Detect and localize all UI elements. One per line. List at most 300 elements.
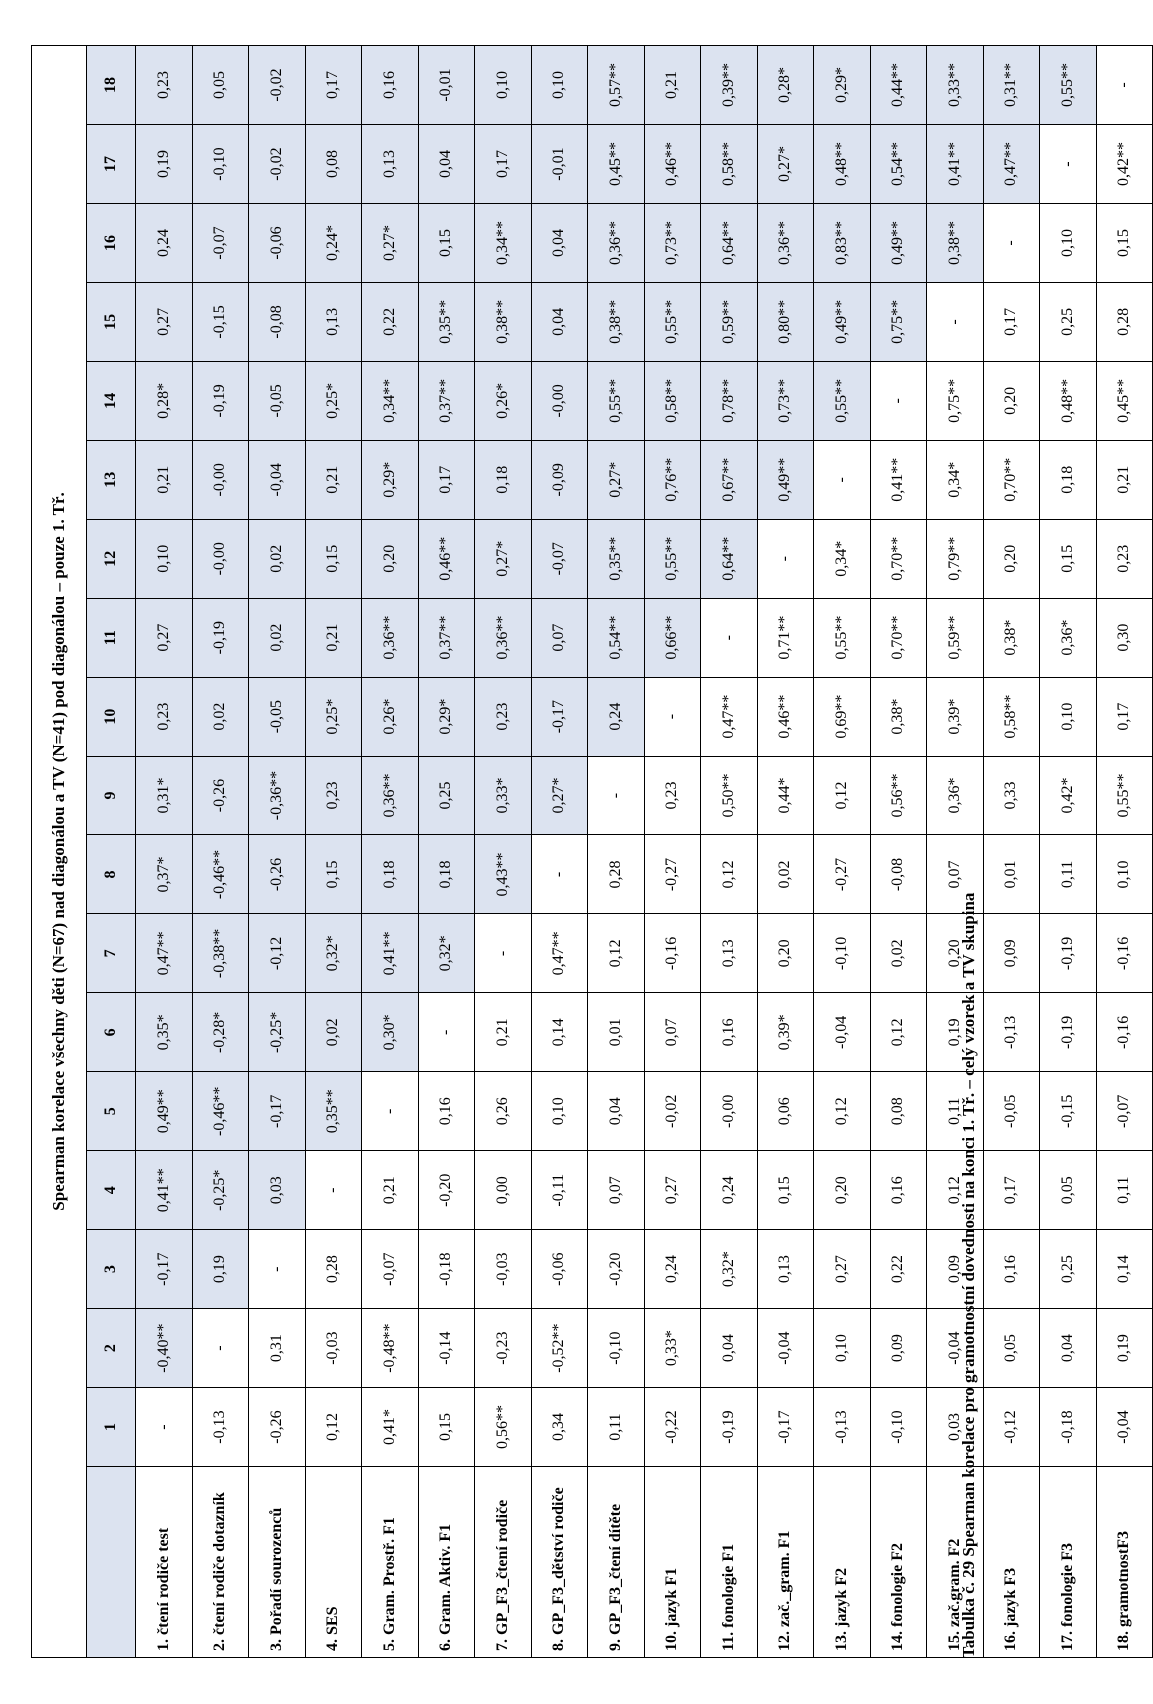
correlation-cell: -0,06 — [531, 1230, 588, 1309]
correlation-cell: 0,47** — [531, 914, 588, 993]
diagonal-cell: - — [1040, 125, 1097, 204]
correlation-cell: -0,10 — [588, 1309, 645, 1388]
correlation-cell: 0,21 — [305, 598, 362, 677]
correlation-cell: 0,24 — [644, 1230, 701, 1309]
correlation-cell: 0,28 — [588, 835, 645, 914]
correlation-cell: 0,11 — [1040, 835, 1097, 914]
correlation-cell: -0,19 — [1040, 914, 1097, 993]
correlation-cell: 0,70** — [983, 440, 1040, 519]
correlation-cell: 0,12 — [870, 993, 927, 1072]
correlation-cell: 0,11 — [1096, 1151, 1153, 1230]
correlation-cell: 0,64** — [701, 204, 758, 283]
correlation-cell: 0,36** — [588, 204, 645, 283]
column-header: 9 — [87, 756, 136, 835]
correlation-cell: 0,25 — [1040, 1230, 1097, 1309]
column-header: 12 — [87, 519, 136, 598]
column-header: 16 — [87, 204, 136, 283]
correlation-cell: -0,19 — [1040, 993, 1097, 1072]
correlation-cell: 0,34 — [531, 1388, 588, 1467]
diagonal-cell: - — [814, 440, 871, 519]
correlation-cell: 0,44* — [757, 756, 814, 835]
correlation-cell: 0,38** — [927, 204, 984, 283]
column-header: 4 — [87, 1151, 136, 1230]
correlation-cell: 0,17 — [983, 282, 1040, 361]
correlation-cell: 0,10 — [1040, 204, 1097, 283]
correlation-cell: 0,55** — [814, 598, 871, 677]
correlation-cell: 0,56** — [870, 756, 927, 835]
correlation-cell: 0,38* — [870, 677, 927, 756]
correlation-cell: 0,01 — [983, 835, 1040, 914]
correlation-cell: 0,23 — [305, 756, 362, 835]
document-sheet — [31, 46, 1153, 1658]
correlation-cell: 0,21 — [305, 440, 362, 519]
correlation-cell: 0,76** — [644, 440, 701, 519]
correlation-cell: 0,25 — [418, 756, 475, 835]
correlation-cell: -0,02 — [644, 1072, 701, 1151]
correlation-cell: -0,04 — [757, 1309, 814, 1388]
correlation-cell: 0,46** — [644, 125, 701, 204]
correlation-cell: 0,59** — [927, 598, 984, 677]
row-label: 10. jazyk F1 — [644, 1467, 701, 1658]
correlation-cell: 0,10 — [136, 519, 193, 598]
correlation-cell: 0,41* — [362, 1388, 419, 1467]
correlation-cell: 0,17 — [418, 440, 475, 519]
correlation-cell: 0,08 — [870, 1072, 927, 1151]
table-row — [644, 45, 701, 1657]
correlation-cell: 0,10 — [475, 45, 532, 124]
correlation-cell: 0,19 — [1096, 1309, 1153, 1388]
correlation-cell: -0,19 — [192, 361, 249, 440]
correlation-cell: -0,00 — [192, 440, 249, 519]
correlation-cell: 0,12 — [814, 1072, 871, 1151]
correlation-cell: 0,18 — [1040, 440, 1097, 519]
correlation-cell: 0,48** — [814, 125, 871, 204]
diagonal-cell: - — [757, 519, 814, 598]
diagonal-cell: - — [644, 677, 701, 756]
correlation-cell: 0,27* — [588, 440, 645, 519]
correlation-cell: 0,19 — [136, 125, 193, 204]
correlation-cell: 0,21 — [136, 440, 193, 519]
correlation-cell: 0,10 — [531, 1072, 588, 1151]
correlation-cell: 0,09 — [870, 1309, 927, 1388]
correlation-cell: 0,27* — [531, 756, 588, 835]
correlation-cell: 0,25 — [1040, 282, 1097, 361]
correlation-cell: 0,55** — [588, 361, 645, 440]
correlation-cell: -0,19 — [192, 598, 249, 677]
correlation-cell: -0,01 — [418, 45, 475, 124]
correlation-cell: 0,27* — [475, 519, 532, 598]
correlation-cell: 0,15 — [418, 204, 475, 283]
correlation-cell: 0,13 — [701, 914, 758, 993]
correlation-cell: -0,18 — [1040, 1388, 1097, 1467]
correlation-cell: 0,20 — [814, 1151, 871, 1230]
table-row — [701, 45, 758, 1657]
correlation-cell: 0,44** — [870, 45, 927, 124]
table-row — [136, 45, 193, 1657]
correlation-cell: 0,23 — [136, 45, 193, 124]
correlation-cell: 0,49** — [814, 282, 871, 361]
diagonal-cell: - — [701, 598, 758, 677]
row-label: 12. zač._gram. F1 — [757, 1467, 814, 1658]
correlation-cell: 0,49** — [870, 204, 927, 283]
correlation-cell: -0,11 — [531, 1151, 588, 1230]
table-row — [814, 45, 871, 1657]
correlation-cell: 0,00 — [475, 1151, 532, 1230]
correlation-cell: 0,26* — [475, 361, 532, 440]
table-row — [362, 45, 419, 1657]
column-header: 14 — [87, 361, 136, 440]
correlation-cell: 0,12 — [927, 1151, 984, 1230]
correlation-cell: 0,27* — [362, 204, 419, 283]
correlation-cell: 0,15 — [418, 1388, 475, 1467]
correlation-cell: 0,32* — [305, 914, 362, 993]
correlation-cell: 0,18 — [475, 440, 532, 519]
row-label: 17. fonologie F3 — [1040, 1467, 1097, 1658]
row-label: 5. Gram. Prostř. F1 — [362, 1467, 419, 1658]
table-title: Spearman korelace všechny děti (N=67) nad diagonálou a TV (N=41) pod diagonálou – pouze 1. Tř. — [32, 45, 87, 1657]
row-label: 13. jazyk F2 — [814, 1467, 871, 1658]
correlation-cell: 0,49** — [136, 1072, 193, 1151]
correlation-cell: 0,03 — [249, 1151, 306, 1230]
correlation-cell: -0,00 — [192, 519, 249, 598]
correlation-cell: -0,40** — [136, 1309, 193, 1388]
correlation-cell: 0,36* — [927, 756, 984, 835]
row-label: 15. zač.gram. F2 — [927, 1467, 984, 1658]
diagonal-cell: - — [305, 1151, 362, 1230]
correlation-cell: -0,04 — [1096, 1388, 1153, 1467]
column-header-row — [87, 45, 136, 1657]
correlation-cell: -0,17 — [531, 677, 588, 756]
correlation-cell: 0,67** — [701, 440, 758, 519]
correlation-cell: -0,09 — [531, 440, 588, 519]
correlation-cell: 0,22 — [870, 1230, 927, 1309]
correlation-cell: 0,57** — [588, 45, 645, 124]
correlation-cell: 0,36** — [475, 598, 532, 677]
column-header: 6 — [87, 993, 136, 1072]
correlation-cell: 0,27* — [757, 125, 814, 204]
correlation-cell: -0,19 — [701, 1388, 758, 1467]
correlation-cell: 0,42** — [1096, 125, 1153, 204]
correlation-cell: -0,03 — [475, 1230, 532, 1309]
column-header: 13 — [87, 440, 136, 519]
row-label: 18. gramotnostF3 — [1096, 1467, 1153, 1658]
row-label: 14. fonologie F2 — [870, 1467, 927, 1658]
correlation-cell: 0,29* — [418, 677, 475, 756]
row-label: 7. GP_F3_čtení rodiče — [475, 1467, 532, 1658]
correlation-cell: -0,05 — [983, 1072, 1040, 1151]
correlation-cell: -0,26 — [249, 1388, 306, 1467]
correlation-cell: -0,00 — [701, 1072, 758, 1151]
column-header: 11 — [87, 598, 136, 677]
correlation-cell: 0,25* — [305, 361, 362, 440]
correlation-cell: 0,07 — [644, 993, 701, 1072]
correlation-cell: 0,01 — [588, 993, 645, 1072]
table-caption: Tabulka č. 29 Spearman korelace pro gramotnostní dovednosti na konci 1. Tř. – celý vzorek a TV skupina — [959, 892, 978, 1658]
correlation-cell: 0,17 — [475, 125, 532, 204]
correlation-cell: 0,15 — [757, 1151, 814, 1230]
column-header: 15 — [87, 282, 136, 361]
correlation-cell: 0,75** — [927, 361, 984, 440]
correlation-cell: 0,11 — [588, 1388, 645, 1467]
table-row — [588, 45, 645, 1657]
correlation-cell: 0,75** — [870, 282, 927, 361]
correlation-cell: -0,18 — [418, 1230, 475, 1309]
correlation-cell: 0,28 — [305, 1230, 362, 1309]
correlation-cell: 0,49** — [757, 440, 814, 519]
correlation-cell: -0,12 — [249, 914, 306, 993]
correlation-cell: 0,27 — [644, 1151, 701, 1230]
table-row — [418, 45, 475, 1657]
correlation-cell: 0,46** — [418, 519, 475, 598]
correlation-cell: 0,33* — [644, 1309, 701, 1388]
correlation-cell: 0,04 — [418, 125, 475, 204]
correlation-cell: 0,12 — [588, 914, 645, 993]
correlation-cell: 0,27 — [814, 1230, 871, 1309]
row-label: 1. čtení rodiče test — [136, 1467, 193, 1658]
correlation-cell: 0,20 — [757, 914, 814, 993]
correlation-cell: 0,15 — [305, 519, 362, 598]
table-row — [757, 45, 814, 1657]
diagonal-cell: - — [588, 756, 645, 835]
correlation-cell: 0,55** — [1040, 45, 1097, 124]
correlation-cell: 0,73** — [757, 361, 814, 440]
correlation-cell: -0,05 — [249, 361, 306, 440]
correlation-cell: -0,02 — [249, 125, 306, 204]
correlation-cell: 0,05 — [192, 45, 249, 124]
column-header: 3 — [87, 1230, 136, 1309]
correlation-cell: 0,33** — [927, 45, 984, 124]
diagonal-cell: - — [531, 835, 588, 914]
correlation-cell: 0,17 — [305, 45, 362, 124]
correlation-cell: 0,24 — [136, 204, 193, 283]
column-header: 2 — [87, 1309, 136, 1388]
correlation-cell: 0,79** — [927, 519, 984, 598]
table-row — [305, 45, 362, 1657]
correlation-cell: 0,28* — [136, 361, 193, 440]
correlation-cell: 0,66** — [644, 598, 701, 677]
correlation-cell: 0,50** — [701, 756, 758, 835]
correlation-cell: -0,48** — [362, 1309, 419, 1388]
correlation-cell: 0,39* — [757, 993, 814, 1072]
correlation-cell: 0,04 — [1040, 1309, 1097, 1388]
correlation-cell: -0,22 — [644, 1388, 701, 1467]
correlation-cell: 0,21 — [475, 993, 532, 1072]
correlation-cell: -0,05 — [249, 677, 306, 756]
correlation-cell: -0,15 — [192, 282, 249, 361]
correlation-cell: 0,36** — [757, 204, 814, 283]
correlation-cell: 0,27 — [136, 282, 193, 361]
correlation-cell: 0,04 — [531, 204, 588, 283]
diagonal-cell: - — [249, 1230, 306, 1309]
correlation-cell: 0,04 — [588, 1072, 645, 1151]
diagonal-cell: - — [475, 914, 532, 993]
correlation-cell: 0,12 — [814, 756, 871, 835]
table-row — [983, 45, 1040, 1657]
correlation-cell: 0,45** — [1096, 361, 1153, 440]
correlation-cell: -0,17 — [249, 1072, 306, 1151]
correlation-cell: 0,16 — [418, 1072, 475, 1151]
correlation-cell: 0,43** — [475, 835, 532, 914]
correlation-cell: 0,58** — [701, 125, 758, 204]
correlation-cell: -0,10 — [814, 914, 871, 993]
correlation-cell: 0,69** — [814, 677, 871, 756]
correlation-cell: 0,13 — [305, 282, 362, 361]
correlation-cell: 0,29* — [814, 45, 871, 124]
correlation-cell: 0,02 — [305, 993, 362, 1072]
correlation-cell: 0,56** — [475, 1388, 532, 1467]
correlation-cell: 0,07 — [531, 598, 588, 677]
correlation-cell: 0,54** — [870, 125, 927, 204]
correlation-cell: 0,24 — [701, 1151, 758, 1230]
column-header: 7 — [87, 914, 136, 993]
correlation-cell: 0,21 — [1096, 440, 1153, 519]
correlation-cell: 0,73** — [644, 204, 701, 283]
correlation-cell: 0,38** — [475, 282, 532, 361]
correlation-cell: 0,14 — [531, 993, 588, 1072]
correlation-cell: 0,30* — [362, 993, 419, 1072]
correlation-cell: 0,11 — [927, 1072, 984, 1151]
correlation-cell: 0,21 — [362, 1151, 419, 1230]
correlation-cell: 0,47** — [136, 914, 193, 993]
correlation-cell: 0,37** — [418, 598, 475, 677]
diagonal-cell: - — [136, 1388, 193, 1467]
correlation-cell: 0,13 — [757, 1230, 814, 1309]
correlation-cell: 0,28* — [757, 45, 814, 124]
row-label: 2. čtení rodiče dotazník — [192, 1467, 249, 1658]
correlation-cell: -0,02 — [249, 45, 306, 124]
correlation-cell: -0,12 — [983, 1388, 1040, 1467]
correlation-cell: 0,46** — [757, 677, 814, 756]
correlation-cell: 0,59** — [701, 282, 758, 361]
correlation-cell: 0,37** — [418, 361, 475, 440]
correlation-cell: 0,39* — [927, 677, 984, 756]
correlation-cell: 0,58** — [644, 361, 701, 440]
correlation-cell: 0,21 — [644, 45, 701, 124]
correlation-cell: 0,37* — [136, 835, 193, 914]
correlation-cell: 0,23 — [136, 677, 193, 756]
correlation-cell: -0,17 — [136, 1230, 193, 1309]
correlation-cell: 0,25* — [305, 677, 362, 756]
correlation-cell: -0,13 — [814, 1388, 871, 1467]
correlation-cell: -0,20 — [418, 1151, 475, 1230]
correlation-cell: 0,36* — [1040, 598, 1097, 677]
correlation-cell: 0,36** — [362, 756, 419, 835]
correlation-cell: 0,80** — [757, 282, 814, 361]
column-header: 18 — [87, 45, 136, 124]
correlation-cell: -0,10 — [870, 1388, 927, 1467]
correlation-cell: 0,38** — [588, 282, 645, 361]
row-label: 9. GP_F3_čtení dítěte — [588, 1467, 645, 1658]
correlation-cell: 0,10 — [531, 45, 588, 124]
correlation-cell: 0,24* — [305, 204, 362, 283]
correlation-cell: -0,23 — [475, 1309, 532, 1388]
correlation-cell: 0,31 — [249, 1309, 306, 1388]
correlation-cell: 0,20 — [362, 519, 419, 598]
correlation-cell: 0,10 — [814, 1309, 871, 1388]
correlation-cell: -0,28* — [192, 993, 249, 1072]
correlation-cell: -0,16 — [1096, 914, 1153, 993]
column-header: 10 — [87, 677, 136, 756]
correlation-cell: 0,35* — [136, 993, 193, 1072]
correlation-cell: 0,78** — [701, 361, 758, 440]
correlation-cell: -0,07 — [531, 519, 588, 598]
correlation-cell: 0,24 — [588, 677, 645, 756]
correlation-cell: 0,07 — [927, 835, 984, 914]
correlation-cell: 0,54** — [588, 598, 645, 677]
correlation-cell: 0,17 — [1096, 677, 1153, 756]
correlation-cell: 0,22 — [362, 282, 419, 361]
correlation-cell: 0,06 — [757, 1072, 814, 1151]
correlation-cell: 0,09 — [927, 1230, 984, 1309]
row-label: 16. jazyk F3 — [983, 1467, 1040, 1658]
correlation-cell: -0,08 — [870, 835, 927, 914]
correlation-cell: 0,41** — [927, 125, 984, 204]
correlation-cell: 0,35** — [305, 1072, 362, 1151]
correlation-cell: 0,04 — [701, 1309, 758, 1388]
table-row — [870, 45, 927, 1657]
row-label: 4. SES — [305, 1467, 362, 1658]
correlation-cell: 0,07 — [588, 1151, 645, 1230]
correlation-cell: 0,41** — [362, 914, 419, 993]
table-row — [475, 45, 532, 1657]
correlation-cell: 0,36** — [362, 598, 419, 677]
correlation-cell: 0,28 — [1096, 282, 1153, 361]
correlation-cell: -0,07 — [192, 204, 249, 283]
correlation-cell: 0,14 — [1096, 1230, 1153, 1309]
correlation-cell: 0,05 — [1040, 1151, 1097, 1230]
correlation-cell: 0,10 — [1096, 835, 1153, 914]
table-row — [249, 45, 306, 1657]
correlation-cell: -0,25* — [249, 993, 306, 1072]
correlation-cell: 0,39** — [701, 45, 758, 124]
correlation-cell: 0,35** — [588, 519, 645, 598]
correlation-cell: 0,32* — [701, 1230, 758, 1309]
column-header: 8 — [87, 835, 136, 914]
correlation-cell: -0,01 — [531, 125, 588, 204]
correlation-cell: 0,26 — [475, 1072, 532, 1151]
correlation-cell: 0,34** — [475, 204, 532, 283]
correlation-cell: 0,20 — [927, 914, 984, 993]
diagonal-cell: - — [192, 1309, 249, 1388]
correlation-cell: -0,25* — [192, 1151, 249, 1230]
correlation-cell: 0,30 — [1096, 598, 1153, 677]
correlation-cell: 0,02 — [757, 835, 814, 914]
correlation-cell: -0,27 — [644, 835, 701, 914]
correlation-cell: -0,04 — [249, 440, 306, 519]
correlation-cell: 0,18 — [362, 835, 419, 914]
row-label: 8. GP_F3_dětství rodiče — [531, 1467, 588, 1658]
correlation-cell: 0,08 — [305, 125, 362, 204]
correlation-cell: 0,23 — [644, 756, 701, 835]
row-label: 11. fonologie F1 — [701, 1467, 758, 1658]
correlation-cell: 0,10 — [1040, 677, 1097, 756]
correlation-cell: 0,64** — [701, 519, 758, 598]
correlation-cell: 0,48** — [1040, 361, 1097, 440]
correlation-cell: 0,38* — [983, 598, 1040, 677]
correlation-cell: 0,15 — [1096, 204, 1153, 283]
correlation-table — [31, 45, 1153, 1658]
row-label: 3. Pořadí sourozenců — [249, 1467, 306, 1658]
correlation-cell: 0,02 — [192, 677, 249, 756]
correlation-cell: 0,31** — [983, 45, 1040, 124]
correlation-cell: 0,34* — [814, 519, 871, 598]
correlation-cell: 0,33* — [475, 756, 532, 835]
correlation-cell: -0,04 — [927, 1309, 984, 1388]
correlation-cell: 0,55** — [644, 282, 701, 361]
correlation-cell: -0,46** — [192, 835, 249, 914]
correlation-cell: 0,20 — [983, 361, 1040, 440]
diagonal-cell: - — [1096, 45, 1153, 124]
